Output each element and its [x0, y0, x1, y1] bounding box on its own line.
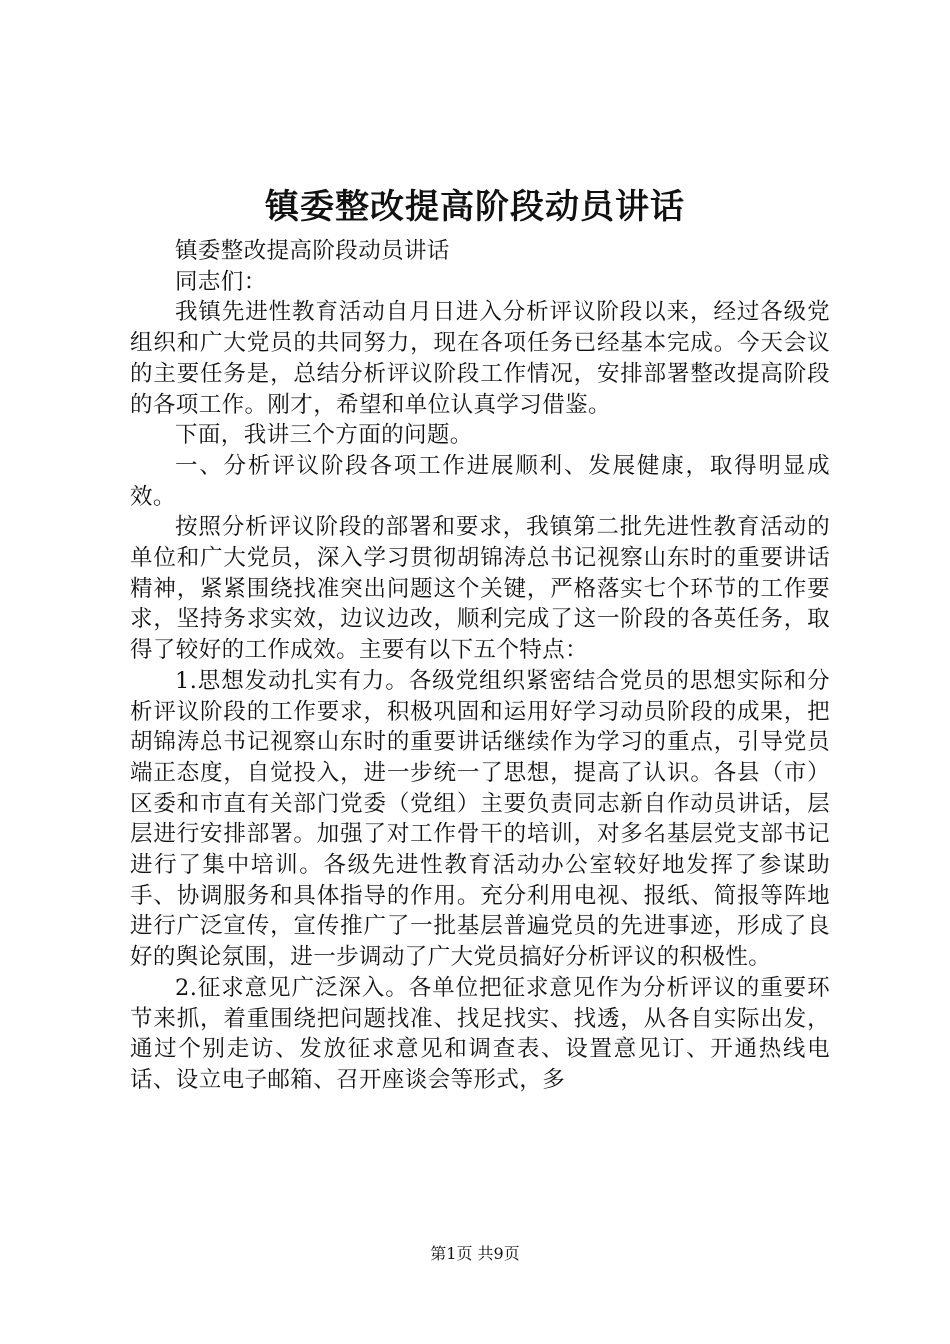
body-paragraph: 同志们：	[175, 268, 267, 295]
body-paragraph: 下面，我讲三个方面的问题。	[175, 422, 473, 449]
document-body	[130, 236, 830, 1096]
body-paragraph: 一、分析评议阶段各项工作进展顺利、发展健康，取得明显成效。	[130, 452, 830, 510]
body-paragraph: 镇委整改提高阶段动员讲话	[175, 238, 450, 264]
page-footer: 第1页 共9页	[430, 1244, 520, 1263]
body-paragraph: 按照分析评议阶段的部署和要求，我镇第二批先进性教育活动的单位和广大党员，深入学习贯彻胡锦涛总书记视察山东时的重要讲话精神，紧紧围绕找准突出问题这个关键，严格落实七个环节的工作要求，坚持务求实效，边议边改，顺利完成了这一阶段的各英任务，取得了较好的工作成效。主要有以下五个特点：	[130, 514, 830, 664]
body-paragraph: 我镇先进性教育活动自月日进入分析评议阶段以来，经过各级党组织和广大党员的共同努力，现在各项任务已经基本完成。今天会议的主要任务是，总结分析评议阶段工作情况，安排部署整改提高阶段的各项工作。刚才，希望和单位认真学习借鉴。	[130, 299, 830, 418]
body-paragraph: 2.征求意见广泛深入。各单位把征求意见作为分析评议的重要环节来抓，着重围绕把问题找准、找足找实、找透，从各自实际出发，通过个别走访、发放征求意见和调查表、设置意见订、开通热线电话、设立电子邮箱、召开座谈会等形式，多	[130, 974, 830, 1093]
body-paragraph: 1.思想发动扎实有力。各级党组织紧密结合党员的思想实际和分析评议阶段的工作要求，积极巩固和运用好学习动员阶段的成果，把胡锦涛总书记视察山东时的重要讲话继续作为学习的重点，引导党员端正态度，自觉投入，进一步统一了思想，提高了认识。各县（市）区委和市直有关部门党委（党组）主要负责同志新自作动员讲话，层层进行安排部署。加强了对工作骨干的培训，对多名基层党支部书记进行了集中培训。各级先进性教育活动办公室较好地发挥了参谋助手、协调服务和具体指导的作用。充分利用电视、报纸、简报等阵地进行广泛宣传，宣传推广了一批基层普遍党员的先进事迹，形成了良好的舆论氛围，进一步调动了广大党员搞好分析评议的积极性。	[130, 667, 830, 971]
document-title: 镇委整改提高阶段动员讲话	[265, 187, 685, 227]
